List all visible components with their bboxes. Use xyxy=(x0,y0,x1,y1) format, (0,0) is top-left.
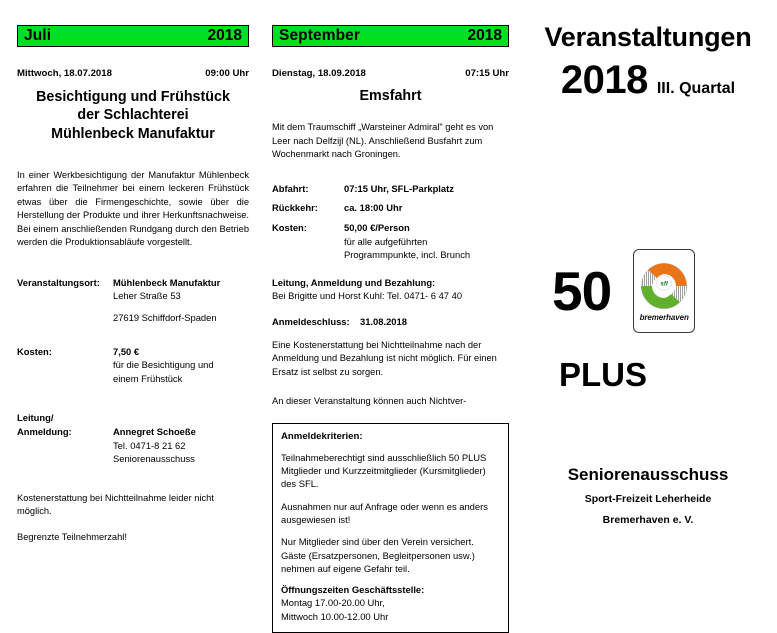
cost-row xyxy=(17,345,249,359)
footer-block xyxy=(524,466,772,525)
month-banner-month-label: September xyxy=(279,27,361,45)
cost-detail-line-1: für alle aufgeführten xyxy=(344,235,428,247)
brand-plus-label: PLUS xyxy=(559,356,648,393)
event-date-row xyxy=(272,68,509,79)
return-value: ca. 18:00 Uhr xyxy=(344,202,403,214)
month-banner-year-label: 2018 xyxy=(207,27,242,45)
cost-amount: 7,50 € xyxy=(113,345,140,357)
criteria-paragraph-2: Ausnahmen nur auf Anfrage oder wenn es anders ausgewiesen ist! xyxy=(281,500,488,525)
month-banner-year-label: 2018 xyxy=(467,27,502,45)
contact-org: Seniorenausschuss xyxy=(113,453,195,465)
event-title-line-2: der Schlachterei xyxy=(77,107,189,124)
event-date: Mittwoch, 18.07.2018 xyxy=(17,68,112,79)
management-heading: Leitung, Anmeldung und Bezahlung: xyxy=(272,276,436,288)
brand-number-50: 50 xyxy=(552,259,612,322)
refund-note: Kostenerstattung bei Nichtteilnahme leider nicht möglich. xyxy=(17,492,214,517)
footer-line-1: Sport-Freizeit Leherheide xyxy=(584,493,712,505)
venue-row xyxy=(17,276,249,290)
branding-column xyxy=(524,0,772,526)
event-date-row xyxy=(17,68,249,79)
limit-note: Begrenzte Teilnehmerzahl! xyxy=(17,531,127,542)
cost-detail-line-1: für die Besichtigung und xyxy=(113,359,214,371)
office-hours-line-1: Montag 17.00-20.00 Uhr, xyxy=(281,597,385,609)
criteria-title: Anmeldekriterien: xyxy=(281,430,363,442)
event-column-july xyxy=(17,0,249,544)
contact-label-line-2: Anmeldung: xyxy=(17,426,72,438)
event-title xyxy=(17,88,249,143)
venue-label: Veranstaltungsort: xyxy=(17,276,100,288)
departure-row xyxy=(272,182,509,196)
cost-detail-line-2: einem Frühstück xyxy=(113,372,183,384)
footer-title: Seniorenausschuss xyxy=(567,465,729,484)
registration-criteria-box xyxy=(272,423,509,633)
contact-row-2 xyxy=(17,425,249,439)
page-title: Veranstaltungen xyxy=(544,22,752,52)
sfl-logo-wordmark: bremerhaven xyxy=(639,312,689,322)
deadline-value: 31.08.2018 xyxy=(360,316,407,328)
office-hours-line-2: Mittwoch 10.00-12.00 Uhr xyxy=(281,610,389,622)
event-description: In einer Werkbesichtigung der Manufaktur Mühlenbeck erfahren die Teilnehmer bei einem leckeren Frühstück etwas über die Firmengeschichte, sowie über die Herstellung der Produkte und ihrer Herkunftsnachweise. Bei einem anschließenden Rundgang durch den Betrieb werden die Produktionsabläufe vorgestellt. xyxy=(17,169,249,248)
cost-label: Kosten: xyxy=(17,345,52,357)
criteria-paragraph-1: Teilnahmeberechtigt sind ausschließlich 50 PLUS Mitglieder und Kurzzeitmitglieder (Kursmitglieder) des SFL. xyxy=(281,451,487,490)
cost-row xyxy=(272,221,509,235)
event-title-line-1: Besichtigung und Frühstück xyxy=(36,89,230,105)
management-text: Bei Brigitte und Horst Kuhl: Tel. 0471- 6 47 40 xyxy=(272,290,463,302)
contact-name: Annegret Schoeße xyxy=(113,426,196,438)
sfl-logo-mark-text: sfl xyxy=(660,280,668,287)
event-time: 07:15 Uhr xyxy=(465,68,509,79)
return-row xyxy=(272,201,509,215)
page-title-year-row xyxy=(524,60,772,100)
page-title-quarter: III. Quartal xyxy=(656,80,736,97)
refund-note: Eine Kostenerstattung bei Nichtteilnahme nach der Anmeldung und Bezahlung ist nicht möglich. Für einen Ersatz ist selbst zu sorgen. xyxy=(272,339,497,377)
cost-label: Kosten: xyxy=(272,221,307,233)
office-hours-heading: Öffnungszeiten Geschäftsstelle: xyxy=(281,584,425,596)
cost-detail-line-2: Programmpunkte, incl. Brunch xyxy=(344,249,471,261)
month-banner-july xyxy=(17,25,249,47)
brand-row xyxy=(552,249,695,333)
office-hours-lines xyxy=(281,596,500,623)
deadline-row xyxy=(272,315,509,329)
criteria-paragraph-3: Nur Mitglieder sind über den Verein versichert. Gäste (Ersatzpersonen, Begleitpersonen usw.) nehmen auf eigene Gefahr teil. xyxy=(281,536,475,574)
footer-line-2: Bremerhaven e. V. xyxy=(602,513,694,526)
venue-city: 27619 Schiffdorf-Spaden xyxy=(113,311,217,323)
event-title: Emsfahrt xyxy=(359,88,422,104)
event-description: Mit dem Traumschiff „Warsteiner Admiral" geht es von Leer nach Delfzijl (NL). Anschließend Busfahrt zum Wochenmarkt nach Groningen. xyxy=(272,122,494,160)
contact-phone: Tel. 0471-8 21 62 xyxy=(113,439,186,451)
contact-row xyxy=(17,411,249,425)
event-date: Dienstag, 18.09.2018 xyxy=(272,68,366,79)
venue-name: Mühlenbeck Manufaktur xyxy=(113,276,221,288)
deadline-label: Anmeldeschluss: xyxy=(272,316,350,328)
month-banner-month-label: Juli xyxy=(24,27,52,45)
cost-amount: 50,00 €/Person xyxy=(344,221,410,233)
event-time: 09:00 Uhr xyxy=(205,68,249,79)
event-column-september xyxy=(272,0,509,633)
return-label: Rückkehr: xyxy=(272,202,318,214)
page-title-year: 2018 xyxy=(560,58,648,102)
month-banner-september xyxy=(272,25,509,47)
contact-label-line-1: Leitung/ xyxy=(17,412,54,424)
nonmember-note: An dieser Veranstaltung können auch Nichtver- xyxy=(272,396,467,407)
departure-value: 07:15 Uhr, SFL-Parkplatz xyxy=(344,182,454,194)
sfl-logo xyxy=(633,249,695,333)
venue-street: Leher Straße 53 xyxy=(113,290,181,302)
event-title-line-3: Mühlenbeck Manufaktur xyxy=(51,125,215,142)
sfl-swirl-icon xyxy=(639,261,689,311)
departure-label: Abfahrt: xyxy=(272,182,309,194)
